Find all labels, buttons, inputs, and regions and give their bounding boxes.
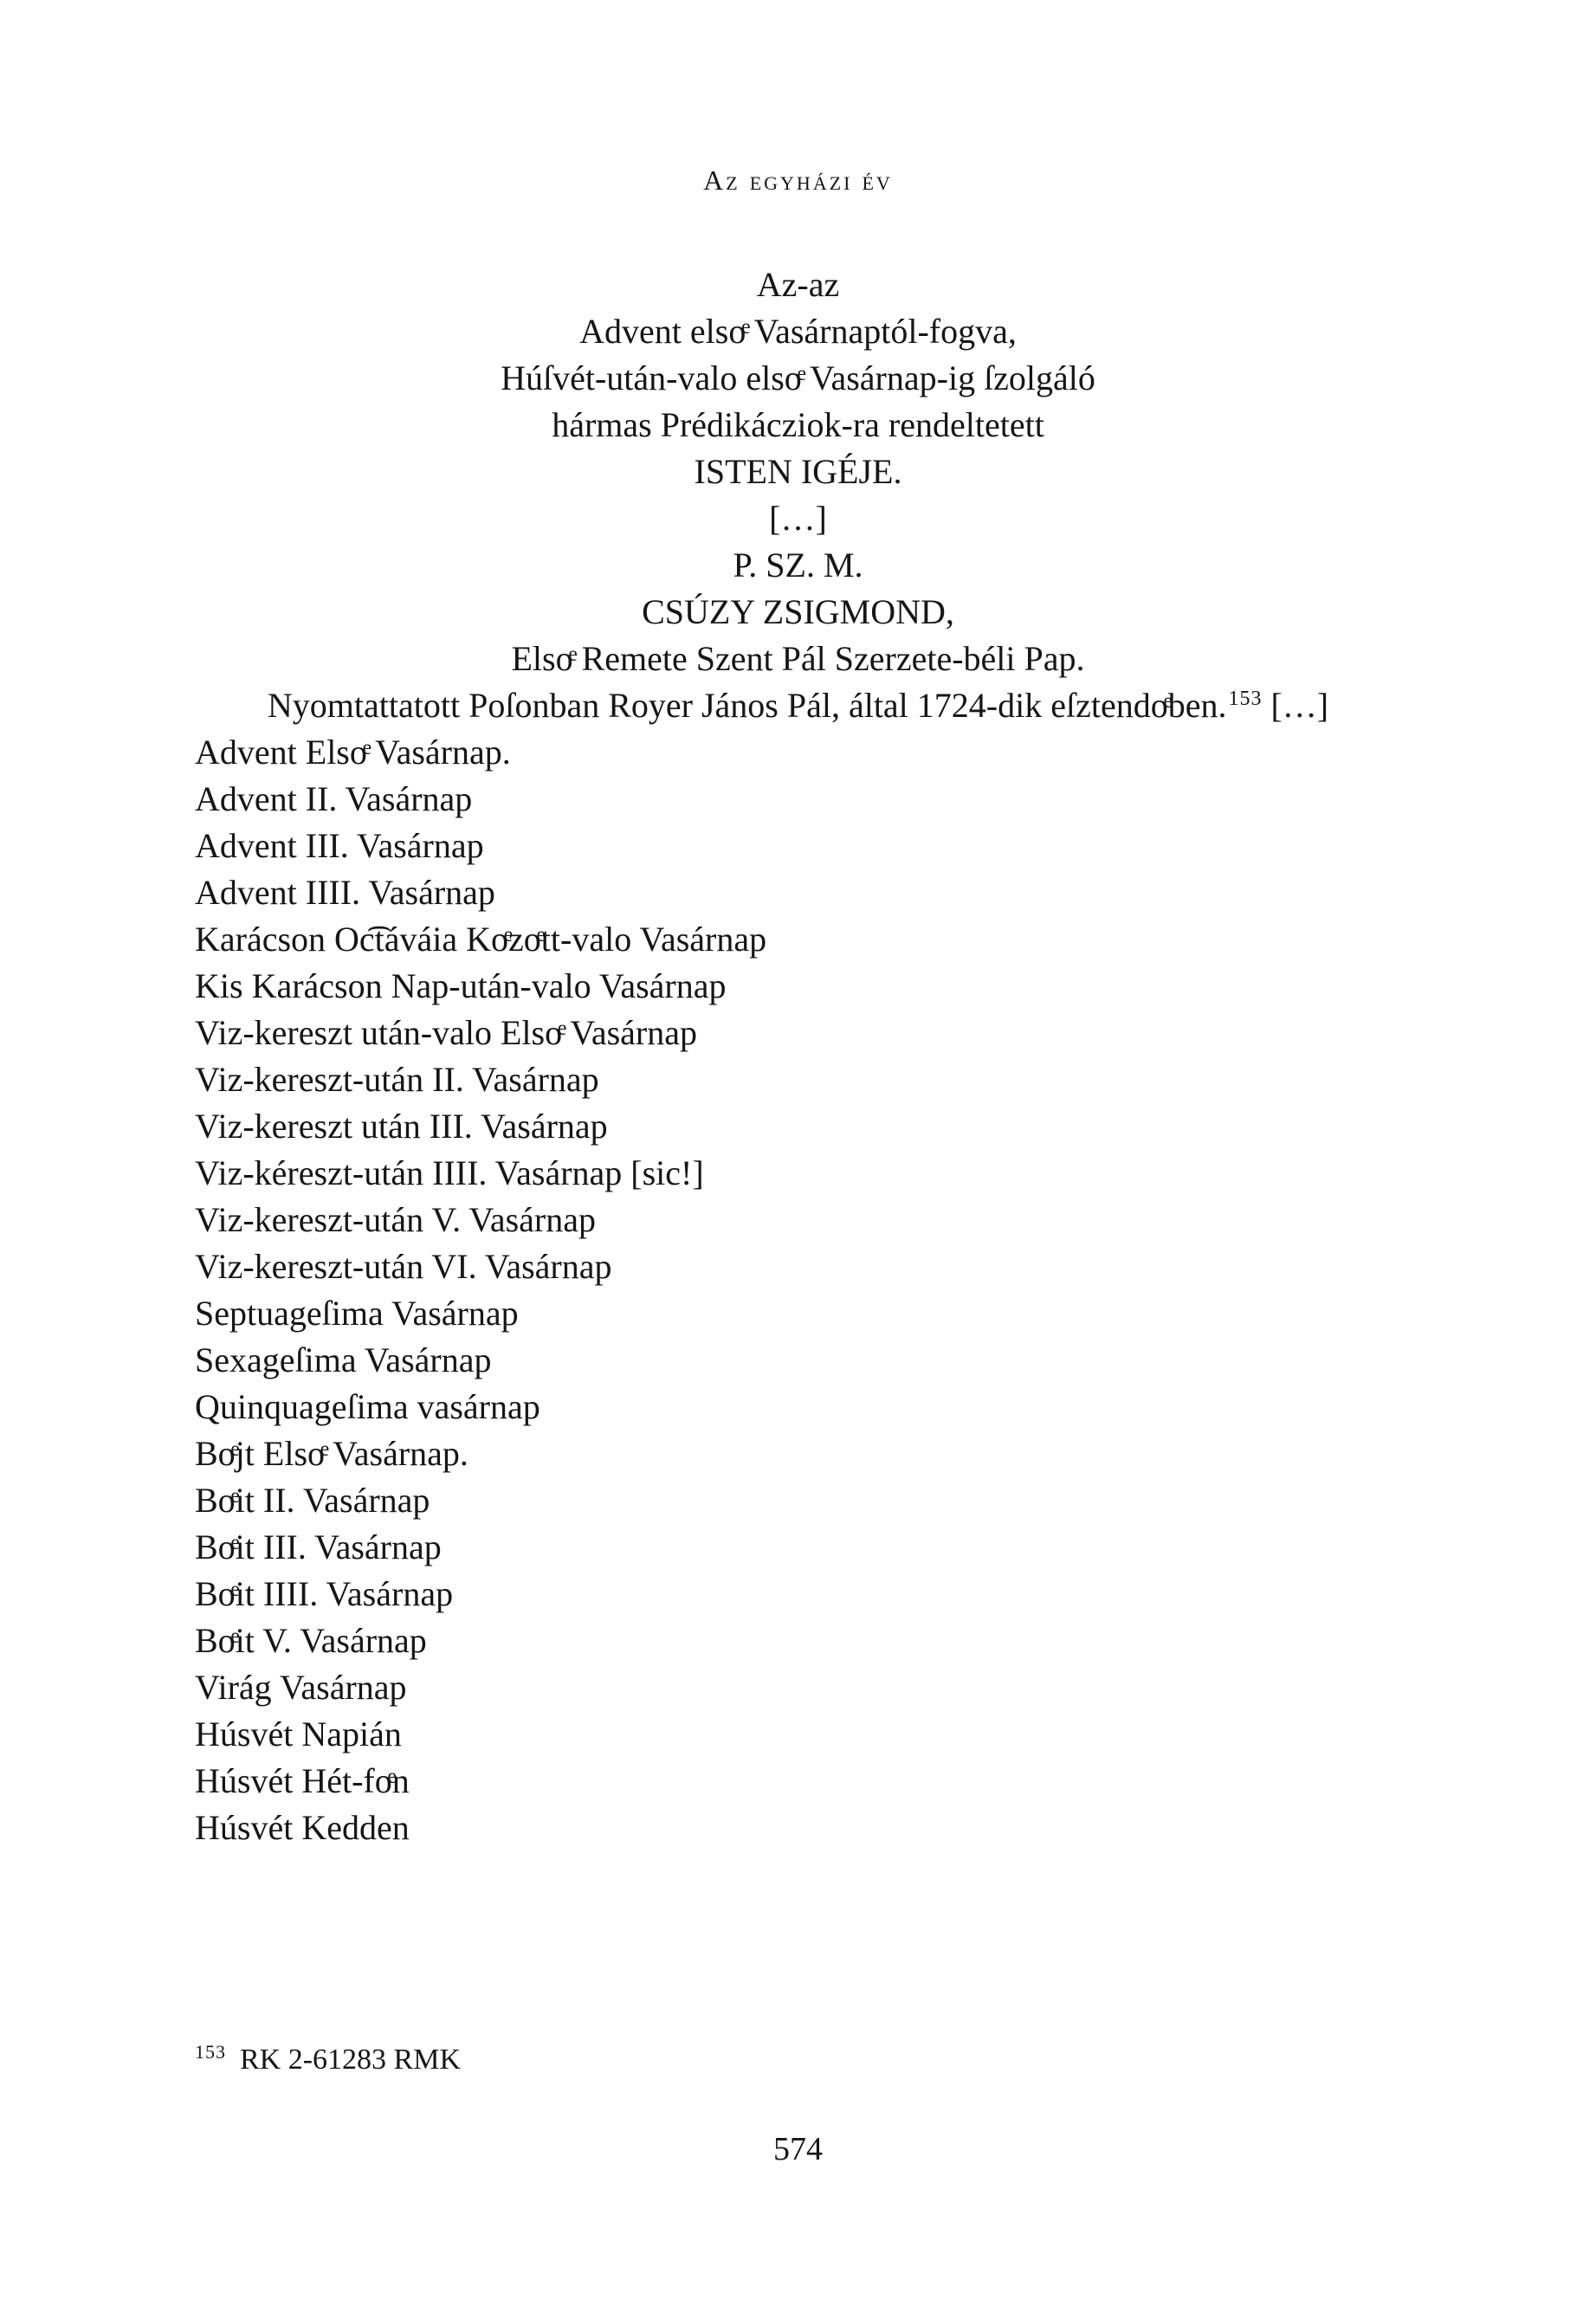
title-line: CSÚZY ZSIGMOND, — [642, 592, 954, 631]
list-item: Septuageſima Vasárnap — [195, 1294, 519, 1333]
imprint-text: Nyomtattatott Poſonban Royer János Pál, által 1724-dik eſztendoͤben. — [267, 686, 1227, 725]
title-line: Húſvét-után-valo elsoͤ Vasárnap-ig ſzolgáló — [501, 358, 1095, 397]
list-item: Advent III. Vasárnap — [195, 826, 484, 865]
list-item: Húsvét Kedden — [195, 1808, 410, 1847]
list-item: Boͤit II. Vasárnap — [195, 1481, 430, 1520]
title-line: Advent elsoͤ Vasárnaptól-fogva, — [579, 312, 1017, 351]
list-item: Viz-kereszt-után II. Vasárnap — [195, 1060, 599, 1099]
list-item: Boͤjt Elsoͤ Vasárnap. — [195, 1434, 468, 1473]
title-block — [0, 262, 1596, 729]
list-item: Kis Karácson Nap-után-valo Vasárnap — [195, 966, 727, 1005]
imprint-tail: […] — [1270, 686, 1329, 725]
list-item: Quinquageſima vasárnap — [195, 1387, 540, 1426]
imprint-line — [0, 682, 1596, 729]
list-item: Advent IIII. Vasárnap — [195, 873, 495, 912]
list-item: Húsvét Hét-foͤn — [195, 1761, 410, 1800]
title-line: Elsoͤ Remete Szent Pál Szerzete-béli Pap. — [511, 639, 1085, 678]
title-line: P. SZ. M. — [733, 546, 863, 584]
list-item: Karácson Oc͡táváia Koͤzoͤtt-valo Vasárnap — [195, 920, 767, 959]
page-number: 574 — [773, 2131, 823, 2167]
footnote-reference: 153 — [1228, 687, 1263, 710]
title-line: hármas Prédikácziok-ra rendeltetett — [552, 405, 1044, 444]
footnote — [195, 2040, 461, 2080]
list-item: Viz-kereszt-után V. Vasárnap — [195, 1200, 597, 1239]
list-item: Boͤit III. Vasárnap — [195, 1527, 442, 1566]
running-head: Az egyházi év — [703, 165, 893, 196]
list-item: Boͤit IIII. Vasárnap — [195, 1574, 454, 1613]
list-item: Viz-kéreszt-után IIII. Vasárnap [sic!] — [195, 1153, 704, 1192]
footnote-number: 153 — [195, 2040, 226, 2063]
list-item: Húsvét Napián — [195, 1715, 402, 1753]
footnote-text: RK 2-61283 RMK — [240, 2044, 462, 2076]
list-item: Viz-kereszt után-valo Elsoͤ Vasárnap — [195, 1013, 697, 1052]
list-item: Sexageſima Vasárnap — [195, 1340, 492, 1379]
title-line: ISTEN IGÉJE. — [694, 452, 902, 491]
title-line: Az-az — [756, 265, 840, 304]
list-item: Viz-kereszt-után VI. Vasárnap — [195, 1247, 612, 1286]
list-item: Virág Vasárnap — [195, 1668, 407, 1707]
sunday-list — [195, 729, 766, 1851]
list-item: Boͤit V. Vasárnap — [195, 1621, 427, 1660]
title-line: […] — [769, 499, 827, 538]
list-item: Advent Elsoͤ Vasárnap. — [195, 733, 511, 772]
list-item: Viz-kereszt után III. Vasárnap — [195, 1107, 608, 1146]
list-item: Advent II. Vasárnap — [195, 779, 473, 818]
